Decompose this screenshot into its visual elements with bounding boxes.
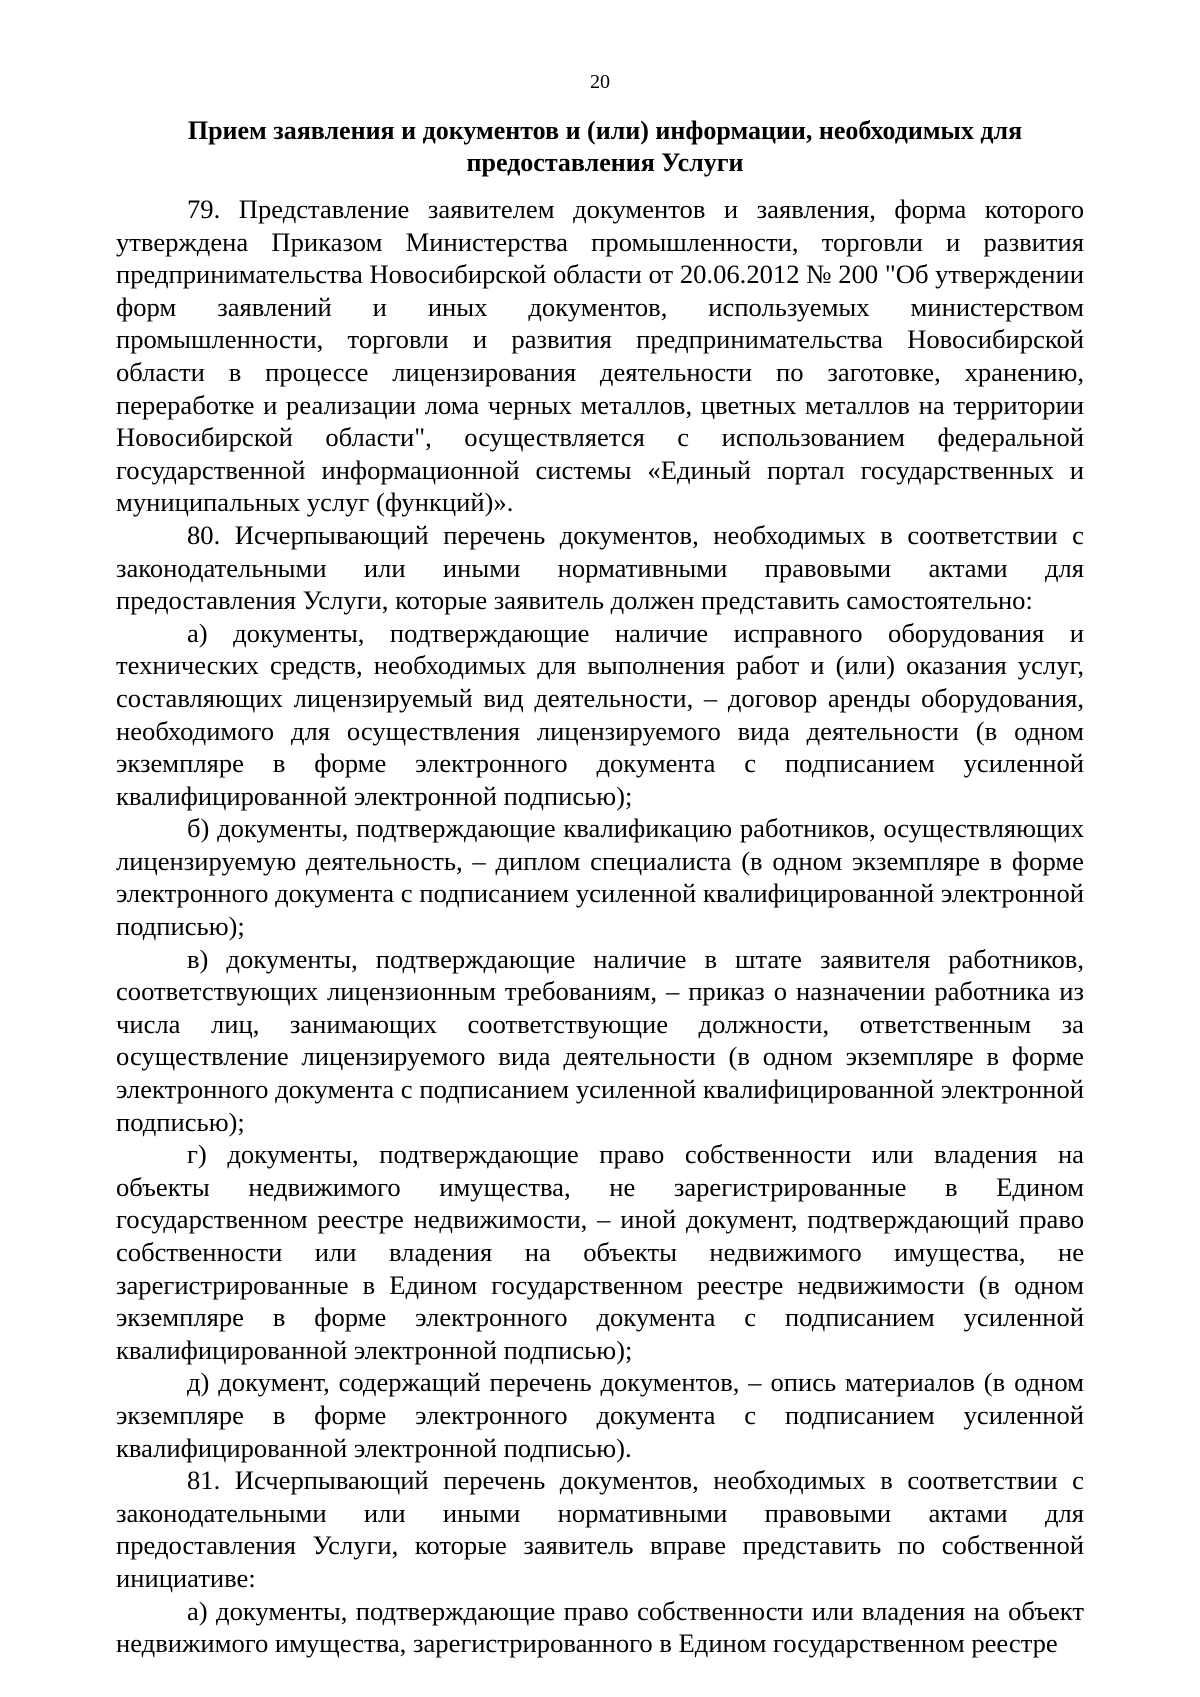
paragraph-80-b: б) документы, подтверждающие квалификацию работников, осуществляющих лицензируемую деятельность, – диплом специалиста (в одном экземпляре в форме электронного документа с подписанием усиленной квалифицированной электронной подписью);: [116, 813, 1084, 942]
paragraph-81: 81. Исчерпывающий перечень документов, необходимых в соответствии с законодательными или иными нормативными правовыми актами для предоставления Услуги, которые заявитель вправе представить по собственной инициативе:: [116, 1465, 1084, 1593]
document-body: [116, 193, 1084, 1660]
paragraph-80: 80. Исчерпывающий перечень документов, необходимых в соответствии с законодательными или иными нормативными правовыми актами для предоставления Услуги, которые заявитель должен представить самостоятельно:: [116, 519, 1084, 616]
paragraph-80-a: а) документы, подтверждающие наличие исправного оборудования и технических средств, необходимых для выполнения работ и (или) оказания услуг, составляющих лицензируемый вид деятельности, – договор аренды оборудования, необходимого для осуществления лицензируемого вида деятельности (в одном экземпляре в форме электронного документа с подписанием усиленной квалифицированной электронной подписью);: [116, 617, 1084, 811]
paragraph-81-a: а) документы, подтверждающие право собственности или владения на объект недвижимого имущества, зарегистрированного в Едином государственном реестре: [116, 1595, 1084, 1659]
page-number: 20: [590, 71, 610, 93]
section-heading-line-1: Прием заявления и документов и (или) информации, необходимых для: [187, 116, 1023, 145]
paragraph-80-g: г) документы, подтверждающие право собственности или владения на объекты недвижимого имущества, не зарегистрированные в Едином государственном реестре недвижимости, – иной документ, подтверждающий право собственности или владения на объекты недвижимого имущества, не зарегистрированные в Едином государственном реестре недвижимости (в одном экземпляре в форме электронного документа с подписанием усиленной квалифицированной электронной подписью);: [116, 1139, 1084, 1365]
paragraph-79: 79. Представление заявителем документов и заявления, форма которого утверждена Приказом Министерства промышленности, торговли и развития предпринимательства Новосибирской области от 20.06.2012 № 200 "Об утверждении форм заявлений и иных документов, используемых министерством промышленности, торговли и развития предпринимательства Новосибирской области в процессе лицензирования деятельности по заготовке, хранению, переработке и реализации лома черных металлов, цветных металлов на территории Новосибирской области", осуществляется с использованием федеральной государственной информационной системы «Единый портал государственных и муниципальных услуг (функций)».: [116, 194, 1084, 518]
section-heading: [140, 115, 1070, 179]
section-heading-line-2: предоставления Услуги: [466, 148, 744, 177]
paragraph-80-d: д) документ, содержащий перечень документов, – опись материалов (в одном экземпляре в форме электронного документа с подписанием усиленной квалифицированной электронной подписью).: [116, 1367, 1084, 1463]
paragraph-80-v: в) документы, подтверждающие наличие в штате заявителя работников, соответствующих лицензионным требованиям, – приказ о назначении работника из числа лиц, занимающих соответствующие должности, ответственным за осуществление лицензируемого вида деятельности (в одном экземпляре в форме электронного документа с подписанием усиленной квалифицированной электронной подписью);: [116, 943, 1084, 1137]
